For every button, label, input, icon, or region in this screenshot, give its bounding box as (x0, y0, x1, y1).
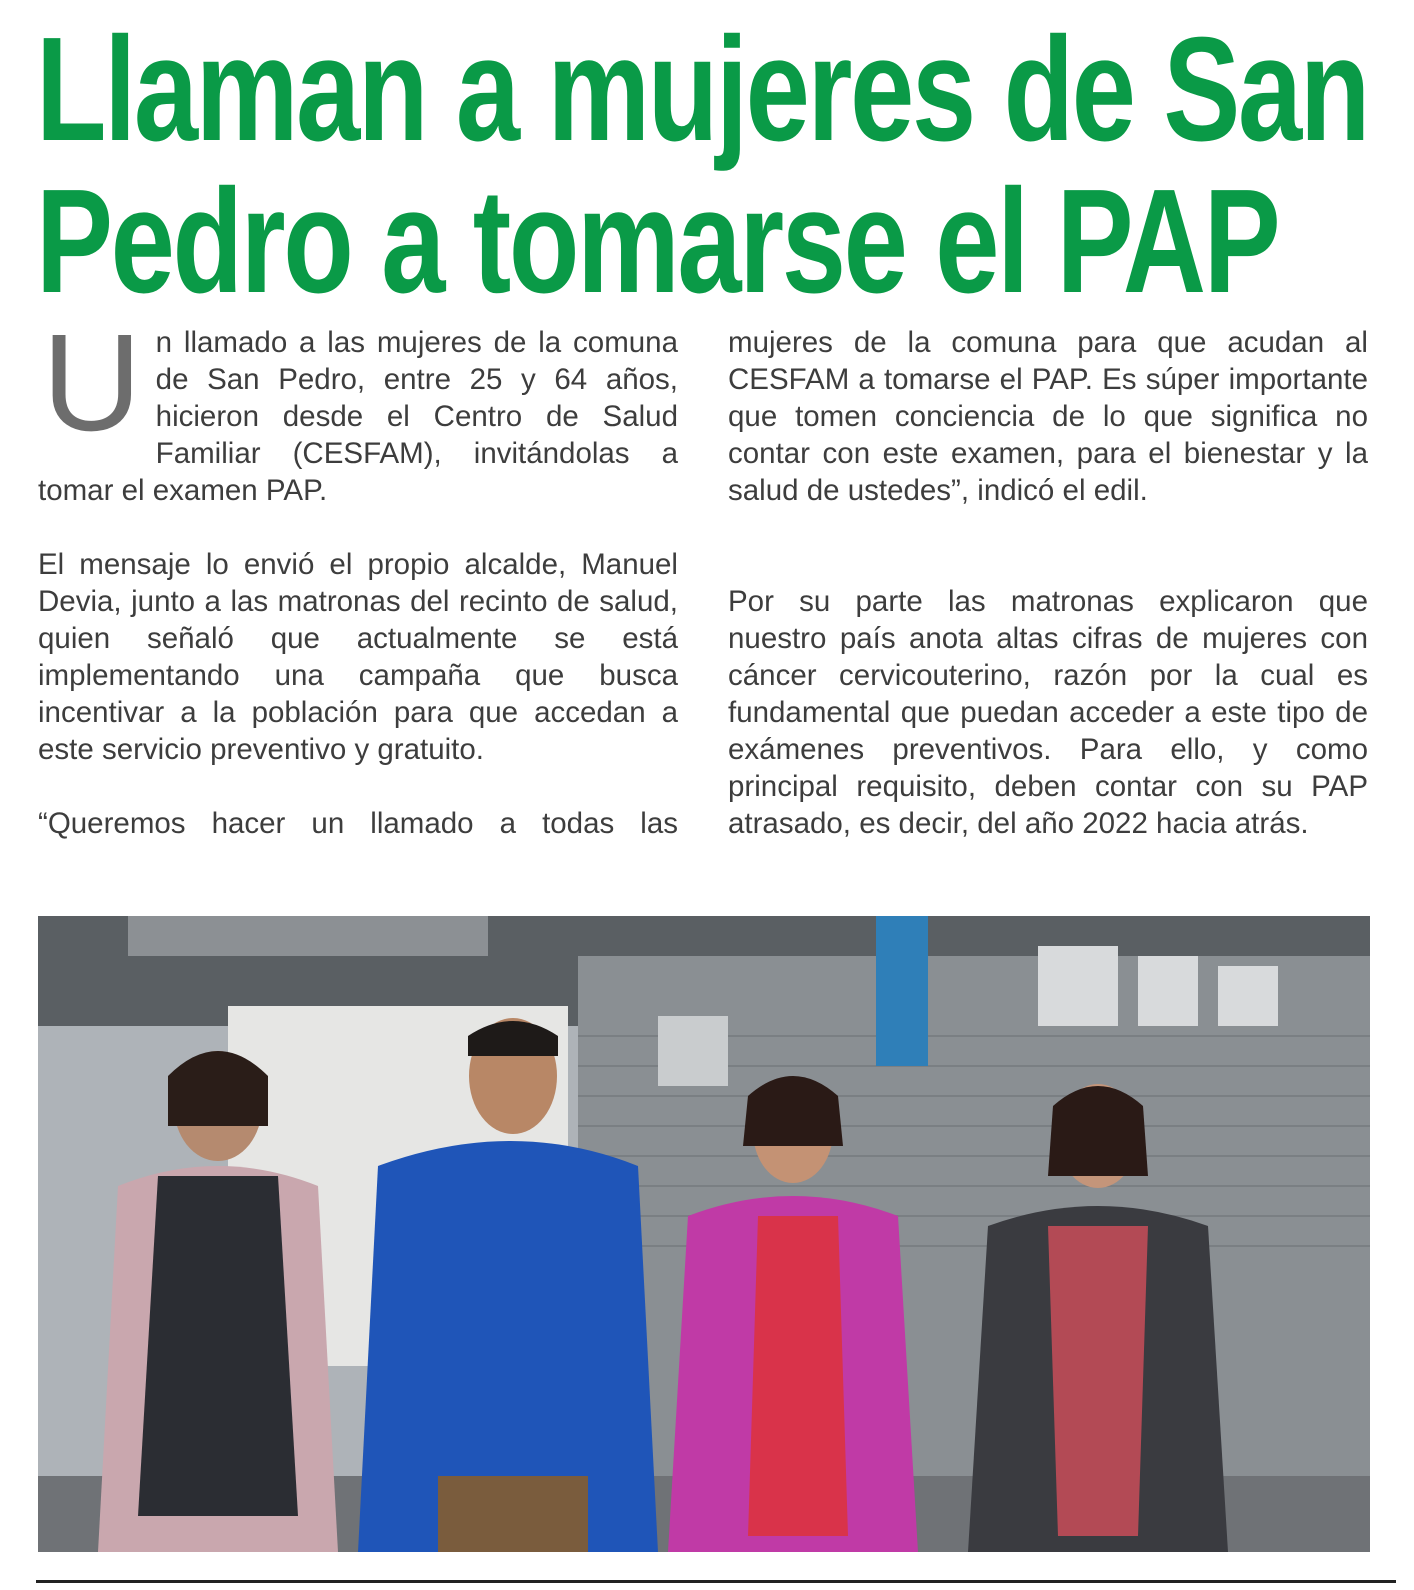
article-paragraph-3: “Queremos hacer un llamado a todas las (38, 807, 678, 840)
photo-sign (876, 916, 928, 1066)
photo-window-1 (1038, 946, 1118, 1026)
dropcap: U (42, 306, 142, 460)
photo-window-3 (1218, 966, 1278, 1026)
photo-window-2 (1138, 956, 1198, 1026)
article-paragraph-3-overflow: mujeres de la comuna para que acudan al CESFAM a tomarse el PAP. Es súper importante que tomen conciencia de lo que significa no contar con este examen, para el bienestar y la salud de ustedes”, indicó el edil. (728, 326, 1368, 507)
bottom-rule (36, 1580, 1396, 1583)
article-paragraph-1-text: n llamado a las mujeres de la comuna de San Pedro, entre 25 y 64 años, hicieron desde el Centro de Salud Familiar (CESFAM), invitándolas a tomar el examen PAP. (38, 326, 678, 507)
article-paragraph-3-continued (728, 324, 1368, 546)
headline (36, 7, 1369, 324)
article-paragraph-2: El mensaje lo envió el propio alcalde, Manuel Devia, junto a las matronas del recinto de salud, quien señaló que actualmente se está implementando una campaña que busca incentivar a la población para que accedan a este servicio preventivo y gratuito. (38, 548, 678, 766)
headline-line-2: Pedro a tomarse el PAP (36, 159, 1279, 324)
article-column-left (38, 306, 678, 879)
photo-roof-grating (128, 916, 488, 956)
photo-illustration (38, 916, 1370, 1552)
headline-line-1: Llaman a mujeres de San (36, 7, 1369, 172)
photo-window-4 (658, 1016, 728, 1086)
article-photo (38, 916, 1370, 1552)
article-paragraph-4: Por su parte las matronas explicaron que nuestro país anota altas cifras de mujeres con cáncer cervicouterino, razón por la cual es fundamental que puedan acceder a este tipo de exámenes preventivos. Para ello, y como principal requisito, deben contar con su PAP atrasado, es decir, del año 2022 hacia atrás. (728, 585, 1368, 840)
article-paragraph-1 (38, 306, 678, 509)
article-column-right (728, 324, 1368, 879)
